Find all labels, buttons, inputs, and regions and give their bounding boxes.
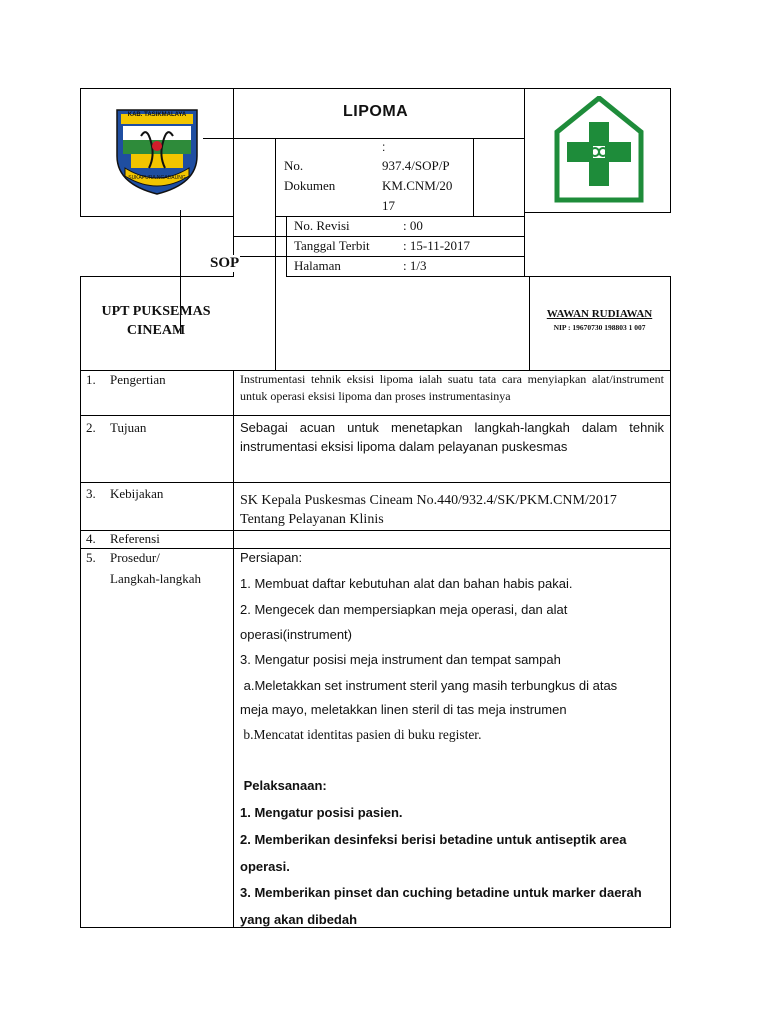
persiapan-line: meja mayo, meletakkan linen steril di tas meja instrumen (240, 702, 567, 717)
halaman-value: : 1/3 (403, 258, 427, 273)
section-label: Tujuan (110, 420, 147, 435)
revisi-label: No. Revisi (294, 218, 350, 233)
persiapan-line: 3. Mengatur posisi meja instrument dan tempat sampah (240, 652, 561, 667)
tanggal-label: Tanggal Terbit (294, 238, 370, 253)
section-text-line: SK Kepala Puskesmas Cineam No.440/932.4/SK/PKM.CNM/2017 (240, 493, 617, 508)
doc-no-label-2: Dokumen (284, 178, 336, 193)
sop-label: SOP (210, 255, 240, 271)
section-number: 4. (86, 531, 96, 546)
section-label: Prosedur/ (110, 550, 160, 565)
section-label: Kebijakan (110, 486, 164, 501)
pelaksanaan-line: 3. Memberikan pinset dan cuching betadine untuk marker daerah (240, 885, 642, 900)
doc-no-colon: : (382, 140, 386, 154)
persiapan-line: 1. Membuat daftar kebutuhan alat dan bahan habis pakai. (240, 576, 573, 591)
emblem-caption-top: KAB. TASIKMALAYA (127, 112, 187, 118)
section-label: Referensi (110, 531, 160, 546)
persiapan-line: 2. Mengecek dan mempersiapkan meja operasi, dan alat (240, 602, 568, 617)
persiapan-line: b.Mencatat identitas pasien di buku register. (240, 727, 482, 742)
page-title: LIPOMA (343, 103, 409, 120)
signer-name: WAWAN RUDIAWAN (546, 308, 653, 320)
section-number: 5. (86, 550, 96, 565)
persiapan-line: Persiapan: (240, 550, 303, 565)
pelaksanaan-line: 2. Memberikan desinfeksi berisi betadine untuk antiseptik area (240, 832, 627, 847)
section-text-line: Tentang Pelayanan Klinis (240, 512, 384, 527)
section-number: 1. (86, 372, 96, 387)
doc-no-value-1: 937.4/SOP/P (382, 158, 450, 173)
halaman-label: Halaman (294, 258, 341, 273)
doc-no-value-3: 17 (382, 198, 395, 213)
signer-nip: NIP : 19670730 198803 1 007 (553, 323, 646, 332)
revisi-value: : 00 (403, 218, 423, 233)
pelaksanaan-line: operasi. (240, 859, 290, 874)
tanggal-value: : 15-11-2017 (403, 238, 471, 253)
section-label: Pengertian (110, 372, 166, 387)
pelaksanaan-heading: Pelaksanaan: (240, 778, 327, 793)
persiapan-line: a.Meletakkan set instrument steril yang masih terbungkus di atas (240, 678, 618, 693)
district-emblem (111, 106, 203, 196)
org-name-line-2: CINEAM (126, 323, 186, 338)
puskesmas-logo (553, 96, 645, 206)
emblem-caption-bottom: SUKAPURA NGADAUNG (128, 175, 186, 181)
section-number: 2. (86, 420, 96, 435)
pelaksanaan-line: yang akan dibedah (240, 912, 358, 927)
pelaksanaan-line: 1. Mengatur posisi pasien. (240, 805, 403, 820)
section-text: Sebagai acuan untuk menetapkan langkah-langkah dalam tehnik instrumentasi eksisi lipoma dalam pelayanan puskesmas (240, 420, 664, 454)
doc-no-value-2: KM.CNM/20 (382, 178, 453, 193)
org-name-line-1: UPT PUKSEMAS (101, 304, 211, 319)
persiapan-line: operasi(instrument) (240, 627, 352, 642)
section-number: 3. (86, 486, 96, 501)
doc-no-label-1: No. (284, 158, 304, 173)
section-label: Langkah-langkah (110, 571, 201, 586)
section-text: Instrumentasi tehnik eksisi lipoma ialah suatu tata cara menyiapkan alat/instrument untuk operasi eksisi lipoma dan proses instrumentasinya (240, 372, 664, 403)
